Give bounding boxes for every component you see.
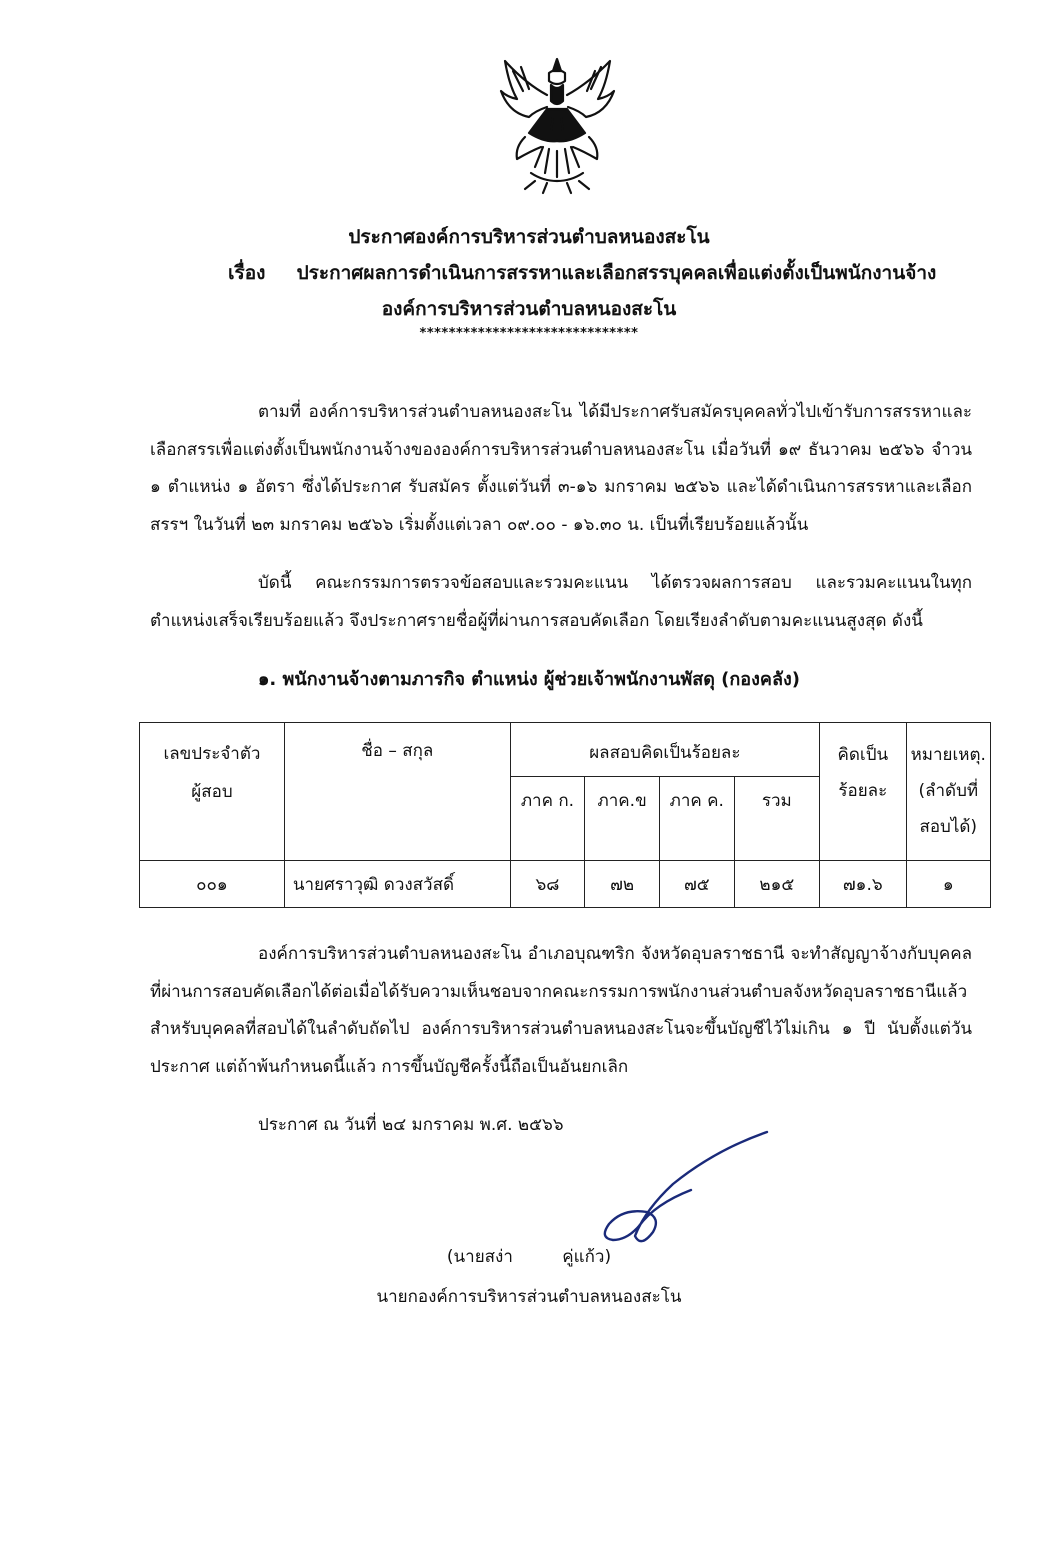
cell-part-b: ๗๒ [585,861,660,908]
table-row [140,861,991,908]
signer-name [0,1243,1058,1270]
cell-percent: ๗๑.๖ [820,861,907,908]
header-percent-line1: คิดเป็น [837,745,889,765]
header-name: ชื่อ – สกุล [284,723,510,861]
header-exam-id [140,723,285,861]
header-exam-id-line1: เลขประจำตัว [163,744,261,764]
section-title: ๑. พนักงานจ้างตามภารกิจ ตำแหน่ง ผู้ช่วยเจ้าพนักงานพัสดุ (กองคลัง) [258,669,800,690]
header-score-group: ผลสอบคิดเป็นร้อยละ [510,723,819,777]
paragraph-contract: องค์การบริหารส่วนตำบลหนองสะโน อำเภอบุณฑริก จังหวัดอุบลราชธานี จะทำสัญญาจ้างกับบุคคลที่ผ่านการสอบคัดเลือกได้ต่อเมื่อได้รับความเห็นชอบจากคณะกรรมการพนักงานส่วนตำบลจังหวัดอุบลราชธานีแล้ว สำหรับบุคคลที่สอบได้ในลำดับถัดไป องค์การบริหารส่วนตำบลหนองสะโนจะขึ้นบัญชีไว้ไม่เกิน ๑ ปี นับตั้งแต่วันประกาศ แต่ถ้าพ้นกำหนดนี้แล้ว การขึ้นบัญชีครั้งนี้ถือเป็นอันยกเลิก [150,944,972,1077]
signer-position: นายกองค์การบริหารส่วนตำบลหนองสะโน [376,1287,682,1307]
cell-rank: ๑ [906,861,990,908]
signer-last-name: คู่แก้ว) [562,1247,612,1267]
handwritten-signature-icon [595,1128,795,1248]
subject-text: ประกาศผลการดำเนินการสรรหาและเลือกสรรบุคคลเพื่อแต่งตั้งเป็นพนักงานจ้าง [296,262,937,284]
header-part-c: ภาค ค. [660,777,735,861]
paragraph-intro: ตามที่ องค์การบริหารส่วนตำบลหนองสะโน ได้มีประกาศรับสมัครบุคคลทั่วไปเข้ารับการสรรหาและเลือกสรรเพื่อแต่งตั้งเป็นพนักงานจ้างขององค์การบริหารส่วนตำบลหนองสะโน เมื่อวันที่ ๑๙ ธันวาคม ๒๕๖๖ จำวน ๑ ตำแหน่ง ๑ อัตรา ซึ่งได้ประกาศ รับสมัคร ตั้งแต่วันที่ ๓-๑๖ มกราคม ๒๕๖๖ และได้ดำเนินการสรรหาและเลือกสรรฯ ในวันที่ ๒๓ มกราคม ๒๕๖๖ เริ่มตั้งแต่เวลา ๐๙.๐๐ - ๑๖.๓๐ น. เป็นที่เรียบร้อยแล้วนั้น [150,402,972,535]
paragraph-result: บัดนี้ คณะกรรมการตรวจข้อสอบและรวมคะแนน ได้ตรวจผลการสอบ และรวมคะแนนในทุกตำแหน่งเสร็จเรียบร้อยแล้ว จึงประกาศรายชื่อผู้ที่ผ่านการสอบคัดเลือก โดยเรียงลำดับตามคะแนนสูงสุด ดังนี้ [150,573,972,631]
header-percent-line2: ร้อยละ [838,781,888,801]
header-remark-line3: สอบได้) [919,817,978,837]
cell-exam-id: ๐๐๑ [140,861,285,908]
cell-part-a: ๖๘ [510,861,585,908]
announcement-date: ประกาศ ณ วันที่ ๒๔ มกราคม พ.ศ. ๒๕๖๖ [258,1115,564,1135]
announcement-title: ประกาศองค์การบริหารส่วนตำบลหนองสะโน [348,226,710,248]
header-remark-line1: หมายเหตุ. [910,745,986,765]
header-part-a: ภาค ก. [510,777,585,861]
organization-line: องค์การบริหารส่วนตำบลหนองสะโน [381,298,677,320]
separator: ****************************** [419,326,639,341]
cell-total: ๒๑๕ [734,861,819,908]
header-exam-id-line2: ผู้สอบ [191,782,233,802]
header-part-b: ภาค.ข [585,777,660,861]
garuda-emblem-icon [495,55,620,195]
signer-first-name: (นายสง่า [446,1247,513,1267]
subject-label: เรื่อง [228,262,266,284]
cell-part-c: ๗๕ [660,861,735,908]
header-percent [820,723,907,861]
header-total: รวม [734,777,819,861]
score-table [139,722,991,908]
header-remark [906,723,990,861]
subject-line [228,258,936,288]
cell-name: นายศราวุฒิ ดวงสวัสดิ์ [284,861,510,908]
header-remark-line2: (ลำดับที่ [918,781,979,801]
